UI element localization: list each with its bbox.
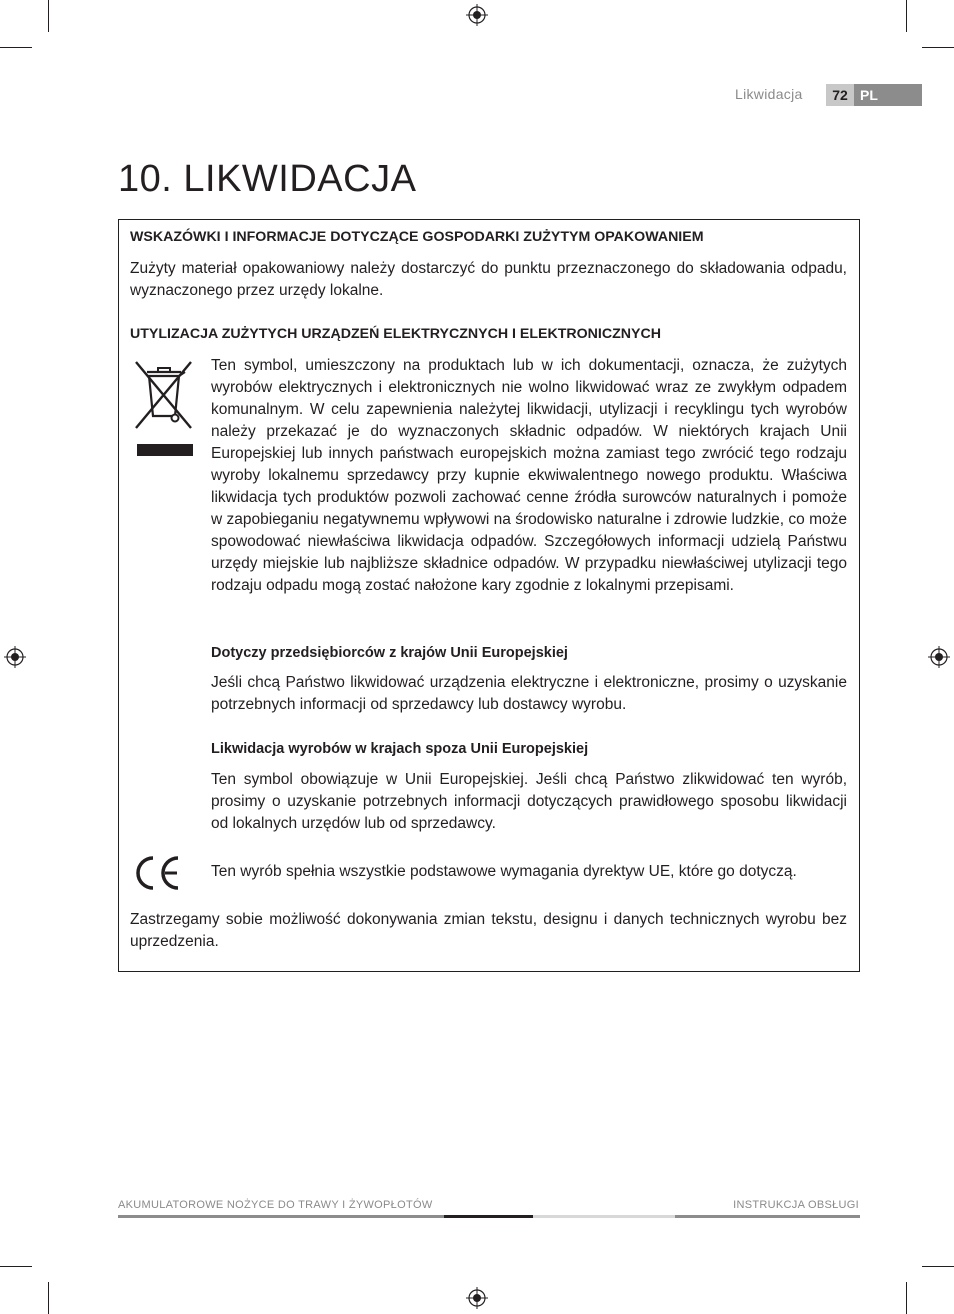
ce-mark-icon [131, 854, 183, 892]
footer-bar [675, 1215, 860, 1218]
footer-doc-type: INSTRUKCJA OBSŁUGI [733, 1199, 859, 1211]
crossed-out-wheelie-bin-icon [133, 358, 195, 458]
language-badge: PL [854, 84, 922, 106]
crop-mark [0, 47, 32, 48]
crop-mark [922, 47, 954, 48]
registration-mark-icon [4, 646, 26, 668]
business-heading: Dotyczy przedsiębiorców z krajów Unii Europejskiej [211, 645, 568, 661]
crop-mark [48, 0, 49, 32]
header-section-title: Likwidacja [735, 86, 803, 102]
weee-text: Ten symbol, umieszczony na produktach lub w ich dokumentacji, oznacza, że zużytych wyrobów elektrycznych i elektronicznych nie wolno likwidować wraz ze zwykłym odpadem komunalnym. W celu zapewnienia należytej likwidacji, utylizacji i recyklingu tych wyrobów należy przekazać je do wyznaczonych składnic odpadów. W niektórych krajach Unii Europejskiej lub innych państwach europejskich można zamiast tego zwrócić tego rodzaju wyroby lokalnemu sprzedawcy przy kupnie ekwiwalentnego nowego produktu. Właściwa likwidacja tych produktów pozwoli zachować cenne źródła surowców naturalnych i pomoże w zapobieganiu negatywnemu wpływowi na środowisko naturalne i zdrowie ludzkie, co może spowodować niewłaściwa likwidacja odpadów. Szczegółowych informacji udzielą Państwu urzędy miejskie lub najbliższe składnice odpadów. W przypadku niewłaściwej utylizacji tego rodzaju odpadu mogą zostać nałożone kary zgodnie z lokalnymi przepisami. [211, 357, 847, 594]
crop-mark [906, 1282, 907, 1314]
disclaimer-text: Zastrzegamy sobie możliwość dokonywania zmian tekstu, designu i danych technicznych wyrobu bez uprzedzenia. [130, 911, 847, 950]
registration-mark-icon [466, 1287, 488, 1309]
footer-bar [533, 1215, 675, 1218]
page-title: 10. LIKWIDACJA [118, 158, 417, 200]
weee-heading: UTYLIZACJA ZUŻYTYCH URZĄDZEŃ ELEKTRYCZNYCH I ELEKTRONICZNYCH [130, 326, 661, 342]
content-box [118, 219, 860, 972]
footer-bar [118, 1215, 444, 1218]
outside-eu-text: Ten symbol obowiązuje w Unii Europejskiej. Jeśli chcą Państwo zlikwidować ten wyrób, prosimy o uzyskanie potrzebnych informacji dotyczących prawidłowego sposobu likwidacji od lokalnych urzędów lub od sprzedawcy. [211, 771, 847, 832]
business-text: Jeśli chcą Państwo likwidować urządzenia elektryczne i elektroniczne, prosimy o uzyskanie potrzebnych informacji od sprzedawcy lub dostawcy wyrobu. [211, 674, 847, 713]
page-number: 72 [826, 84, 854, 106]
footer-bar [444, 1215, 533, 1218]
registration-mark-icon [466, 4, 488, 26]
packaging-text: Zużyty materiał opakowaniowy należy dostarczyć do punktu przeznaczonego do składowania odpadu, wyznaczonego przez urzędy lokalne. [130, 260, 847, 299]
crop-mark [906, 0, 907, 32]
crop-mark [48, 1282, 49, 1314]
footer-product-name: AKUMULATOROWE NOŻYCE DO TRAWY I ŻYWOPŁOTÓW [118, 1199, 433, 1211]
outside-eu-heading: Likwidacja wyrobów w krajach spoza Unii Europejskiej [211, 741, 589, 757]
registration-mark-icon [928, 646, 950, 668]
packaging-heading: WSKAZÓWKI I INFORMACJE DOTYCZĄCE GOSPODARKI ZUŻYTYM OPAKOWANIEM [130, 229, 704, 245]
crop-mark [0, 1266, 32, 1267]
crop-mark [922, 1266, 954, 1267]
ce-text: Ten wyrób spełnia wszystkie podstawowe wymagania dyrektyw UE, które go dotyczą. [211, 863, 797, 880]
